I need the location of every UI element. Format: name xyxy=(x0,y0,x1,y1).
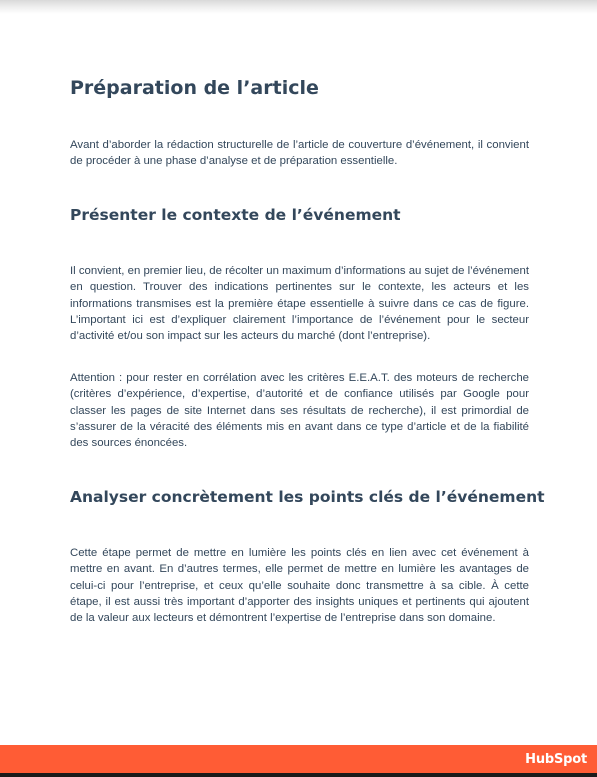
section-heading-key-points: Analyser concrètement les points clés de l’événement xyxy=(70,488,545,506)
page-title: Préparation de l’article xyxy=(70,77,319,99)
hubspot-logo-text: HubSpot xyxy=(525,752,587,767)
footer-bar xyxy=(0,745,597,777)
key-points-paragraph: Cette étape permet de mettre en lumière les points clés en lien avec cet événement à mettre en avant. En d’autres termes, elle permet de mettre en lumière les avantages de celui-ci pour l’entreprise, et ceux qu’elle souhaite donc transmettre à sa cible. À cette étape, il est aussi très important d’apporter des insights uniques et pertinents qui ajoutent de la valeur aux lecteurs et démontrent l’expertise de l’entreprise dans son domaine. xyxy=(70,547,529,625)
context-paragraph-1: Il convient, en premier lieu, de récolter un maximum d’informations au sujet de l’événement en question. Trouver des indications pertinentes sur le contexte, les acteurs et les informations transmises est la première étape essentielle à suivre dans ce cas de figure. L’important ici est d’expliquer clairement l’importance de l’événement pour le secteur d’activité et/ou son impact sur les acteurs du marché (dont l’entreprise). xyxy=(70,265,530,343)
context-paragraph-attention: Attention : pour rester en corrélation avec les critères E.E.A.T. des moteurs de recherche (critères d’expérience, d’expertise, d’autorité et de confiance utilisés par Google pour classer les pages de site Internet dans ses résultats de recherche), il est primordial de s’assurer de la véracité des éléments mis en avant dans ce type d’article et de la fiabilité des sources énoncées. xyxy=(70,372,529,450)
footer-bottom-edge xyxy=(0,773,597,777)
hubspot-logo xyxy=(525,752,587,767)
intro-paragraph: Avant d’aborder la rédaction structurelle de l’article de couverture d’événement, il convient de procéder à une phase d’analyse et de préparation essentielle. xyxy=(70,139,529,168)
section-heading-context: Présenter le contexte de l’événement xyxy=(70,206,401,224)
top-shadow-divider xyxy=(0,0,597,14)
